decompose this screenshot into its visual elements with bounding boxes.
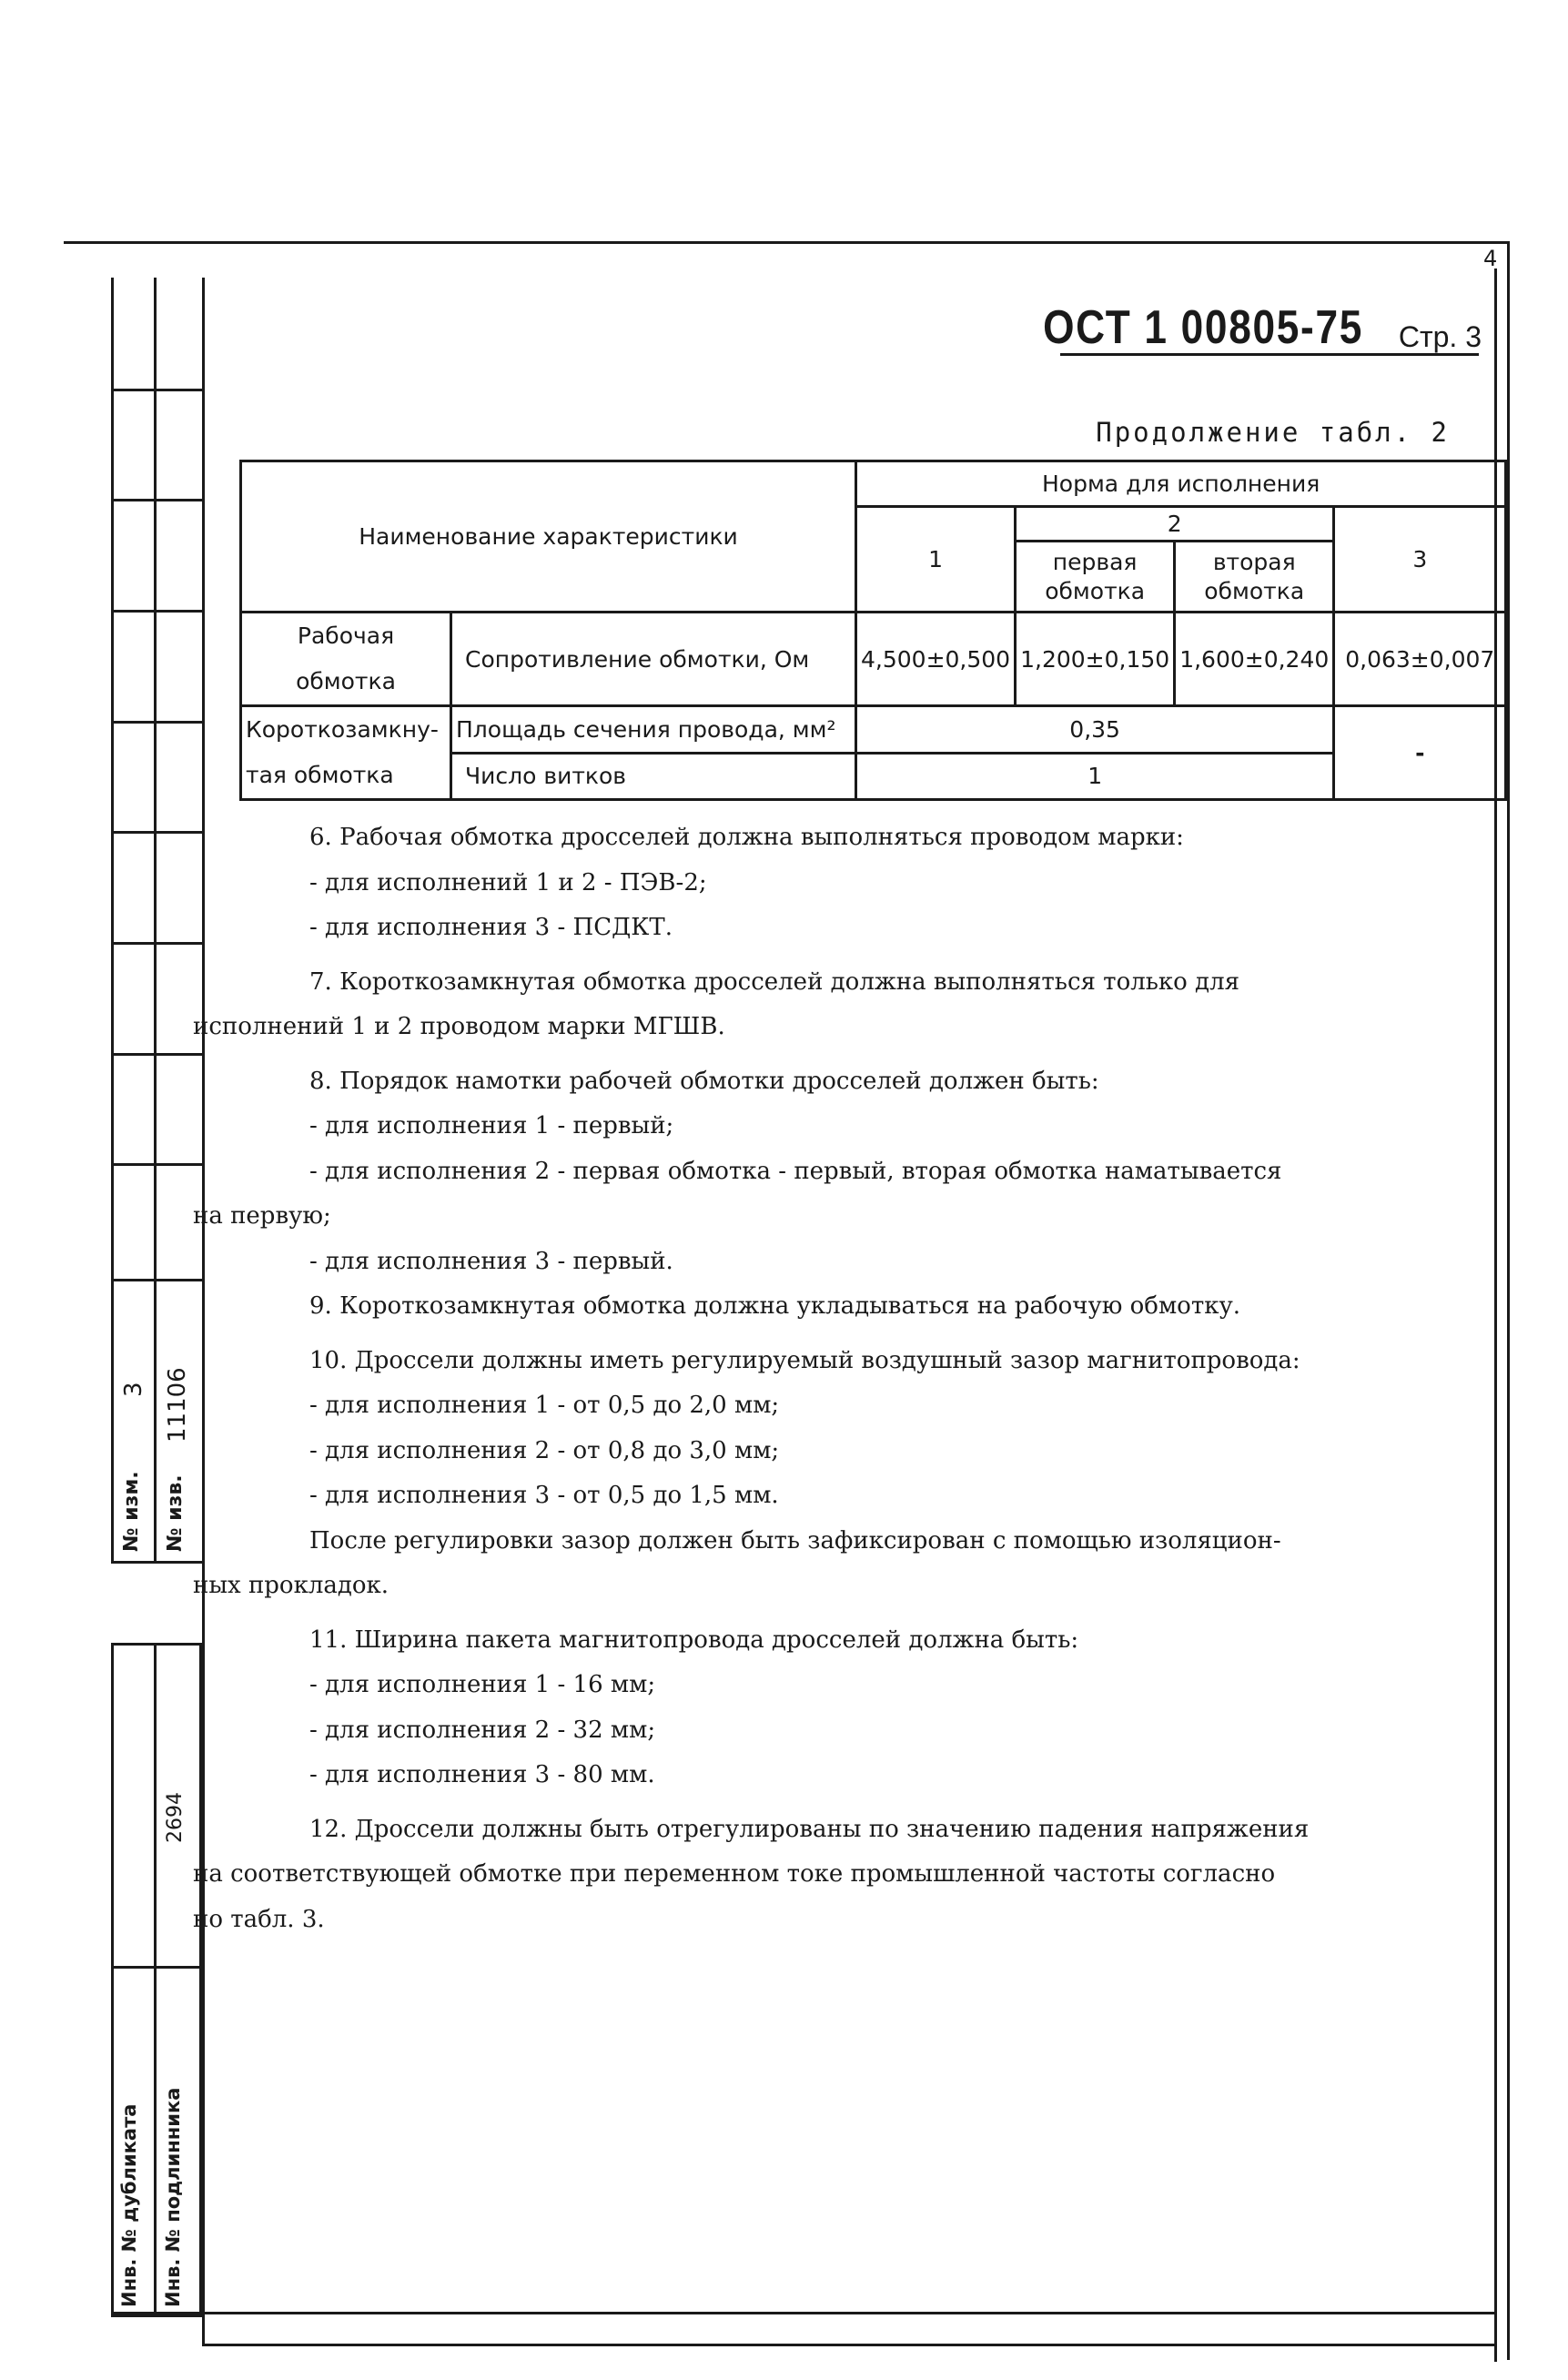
header-underline bbox=[1060, 353, 1479, 356]
paragraph-line: но табл. 3. bbox=[193, 1905, 325, 1933]
strip-line bbox=[111, 499, 202, 501]
table-continuation-label: Продолжение табл. 2 bbox=[1096, 417, 1450, 448]
row-value: - bbox=[1334, 706, 1506, 800]
strip-line bbox=[111, 1561, 202, 1564]
inventory-value: 2694 bbox=[164, 1792, 187, 1843]
row-value: 1 bbox=[856, 753, 1334, 800]
paragraph-line: - для исполнения 1 - первый; bbox=[309, 1112, 674, 1139]
header-norm: Норма для исполнения bbox=[856, 461, 1506, 507]
paragraph-line: 10. Дроссели должны иметь регулируемый воздушный зазор магнитопровода: bbox=[309, 1346, 1300, 1374]
header-exec-2-first: первая обмотка bbox=[1016, 542, 1175, 613]
notice-no: 11106 bbox=[164, 1367, 191, 1443]
row-group-label: Рабочая обмотка bbox=[241, 613, 451, 706]
row-param: Число витков bbox=[451, 753, 856, 800]
row-value: 0,063±0,007 bbox=[1334, 613, 1506, 706]
paragraph-line: ных прокладок. bbox=[193, 1572, 389, 1599]
paragraph-gap bbox=[309, 1050, 1411, 1059]
corner-number: 4 bbox=[1483, 246, 1498, 271]
paragraph-line: 12. Дроссели должны быть отрегулированы по значению падения напряжения bbox=[309, 1815, 1310, 1843]
row-value: 1,200±0,150 bbox=[1016, 613, 1175, 706]
paragraph-line: После регулировки зазор должен быть зафиксирован с помощью изоляцион- bbox=[309, 1526, 1281, 1555]
row-value: 0,35 bbox=[856, 706, 1334, 754]
strip-line bbox=[111, 942, 202, 945]
paragraph-line: 9. Короткозамкнутая обмотка должна укладываться на рабочую обмотку. bbox=[309, 1292, 1241, 1320]
paragraph-line: - для исполнений 1 и 2 - ПЭВ-2; bbox=[309, 868, 707, 896]
paragraph-line: на первую; bbox=[193, 1202, 331, 1230]
strip-line bbox=[154, 278, 157, 1561]
row-group-label: Короткозамкну-тая обмотка bbox=[241, 706, 451, 800]
paragraph-gap bbox=[309, 951, 1411, 960]
page-label: Стр. 3 bbox=[1398, 320, 1482, 353]
paragraph-list bbox=[193, 815, 1411, 1942]
paragraph-line: - для исполнения 1 - от 0,5 до 2,0 мм; bbox=[309, 1392, 780, 1419]
header-exec-2-second: вторая обмотка bbox=[1175, 542, 1334, 613]
strip-line bbox=[111, 1966, 202, 1969]
row-value: 4,500±0,500 bbox=[856, 613, 1016, 706]
paragraph-gap bbox=[309, 1798, 1411, 1808]
paragraph-line: - для исполнения 3 - 80 мм. bbox=[309, 1761, 655, 1788]
paragraph-line: - для исполнения 2 - первая обмотка - первый, вторая обмотка наматывается bbox=[309, 1157, 1282, 1185]
paragraph-gap bbox=[309, 1330, 1411, 1339]
paragraph-line: - для исполнения 3 - от 0,5 до 1,5 мм. bbox=[309, 1482, 779, 1509]
characteristics-table bbox=[239, 460, 1507, 801]
paragraph-gap bbox=[309, 1609, 1411, 1618]
page-frame-bottom bbox=[111, 2312, 1494, 2314]
header-exec-3: 3 bbox=[1334, 507, 1506, 613]
row-value: 1,600±0,240 bbox=[1175, 613, 1334, 706]
paragraph-line: 8. Порядок намотки рабочей обмотки дросселей должен быть: bbox=[309, 1067, 1099, 1095]
body-text bbox=[193, 815, 1411, 1942]
document-code: ОСТ 1 00805-75 bbox=[1043, 301, 1363, 354]
strip-line bbox=[111, 1279, 202, 1281]
header-exec-1: 1 bbox=[856, 507, 1016, 613]
row-param: Площадь сечения провода, мм² bbox=[451, 706, 856, 754]
change-no: 3 bbox=[120, 1382, 147, 1397]
strip-line bbox=[154, 1643, 157, 2312]
strip-line bbox=[111, 278, 114, 1561]
strip-line bbox=[111, 831, 202, 834]
original-inventory-label: Инв. № подлинника bbox=[162, 2087, 184, 2307]
strip-line bbox=[111, 1163, 202, 1166]
paragraph-line: 7. Короткозамкнутая обмотка дросселей должна выполняться только для bbox=[309, 967, 1239, 996]
strip-line bbox=[111, 610, 202, 613]
paragraph-line: - для исполнения 2 - 32 мм; bbox=[309, 1716, 656, 1744]
header-name-col: Наименование характеристики bbox=[241, 461, 856, 613]
paragraph-line: - для исполнения 3 - первый. bbox=[309, 1247, 673, 1275]
strip-line bbox=[111, 1053, 202, 1056]
change-no-label: № изм. bbox=[120, 1471, 143, 1552]
row-param: Сопротивление обмотки, Ом bbox=[451, 613, 856, 706]
strip-line bbox=[111, 389, 202, 391]
paragraph-line: - для исполнения 2 - от 0,8 до 3,0 мм; bbox=[309, 1436, 780, 1464]
paragraph-line: - для исполнения 3 - ПСДКТ. bbox=[309, 914, 673, 941]
paragraph-line: 11. Ширина пакета магнитопровода дросселей должна быть: bbox=[309, 1625, 1079, 1654]
strip-line bbox=[111, 721, 202, 724]
paragraph-line: 6. Рабочая обмотка дросселей должна выполняться проводом марки: bbox=[309, 824, 1184, 851]
header-exec-2: 2 bbox=[1016, 507, 1334, 542]
paragraph-line: исполнений 1 и 2 проводом марки МГШВ. bbox=[193, 1013, 725, 1040]
stamp-strip bbox=[111, 278, 202, 2312]
paragraph-line: на соответствующей обмотке при переменном токе промышленной частоты согласно bbox=[193, 1860, 1276, 1888]
paragraph-line: - для исполнения 1 - 16 мм; bbox=[309, 1671, 656, 1698]
notice-no-label: № изв. bbox=[164, 1474, 187, 1552]
duplicate-inventory-label: Инв. № дубликата bbox=[118, 2103, 140, 2307]
